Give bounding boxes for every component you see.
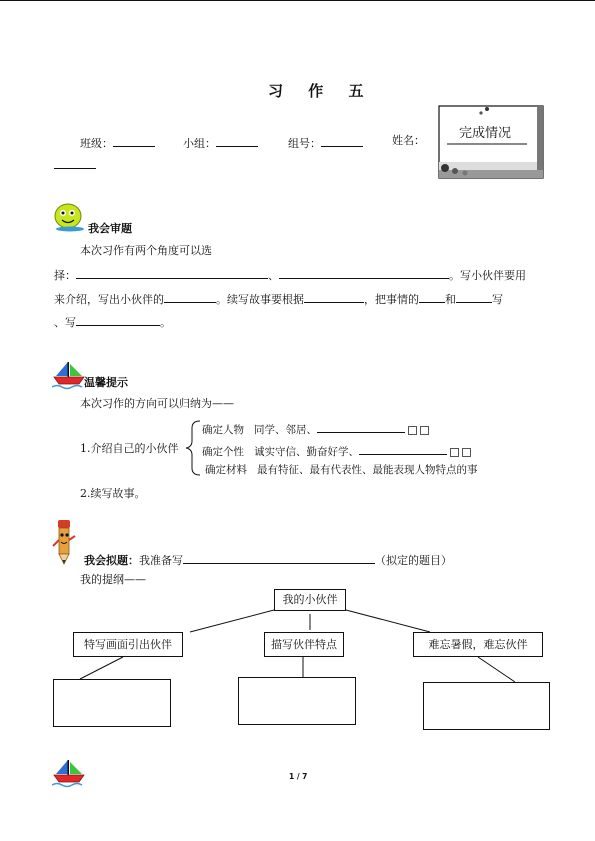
pencil-character-icon xyxy=(50,518,80,568)
event-a-blank[interactable] xyxy=(419,290,445,303)
top-rule xyxy=(0,0,595,1)
outline-node-traits: 描写伙伴特点 xyxy=(264,632,344,657)
title-blank[interactable] xyxy=(183,551,375,564)
number-field[interactable] xyxy=(288,134,363,151)
group-label: 小组： xyxy=(183,137,216,150)
section1-line4: 、写 。 xyxy=(54,313,171,330)
brace-line-3: 确定材料 最有特征、最有代表性、最能表现人物特点的事 xyxy=(205,464,478,476)
outline-node-ending: 难忘暑假，难忘伙伴 xyxy=(413,632,543,657)
number-label: 组号： xyxy=(288,137,321,150)
item2: 2.续写故事。 xyxy=(80,487,146,500)
smiley-icon xyxy=(52,202,88,232)
item1-label: 1.介绍自己的小伙伴 xyxy=(80,442,179,455)
name-blank[interactable] xyxy=(54,168,96,169)
section3-line: 我会拟题：我准备写 （拟定的题目） xyxy=(84,551,452,568)
section1-heading: 我会审题 xyxy=(88,222,132,235)
brace-line-2: 确定个性 诚实守信、勤奋好学、 xyxy=(202,442,471,459)
boat-icon xyxy=(52,360,86,390)
section1-line1: 本次习作有两个角度可以选 xyxy=(80,244,212,257)
outline-root-node: 我的小伙伴 xyxy=(274,589,346,611)
completion-card xyxy=(437,104,547,182)
personality-blank[interactable] xyxy=(359,442,447,455)
answer-box-traits[interactable] xyxy=(238,677,356,725)
page-title: 习 作 五 xyxy=(268,82,374,100)
brace-line-1: 确定人物 同学、邻居、 xyxy=(202,420,429,437)
class-field[interactable] xyxy=(80,134,155,151)
boat-icon xyxy=(52,758,86,788)
placeholder-box-icon xyxy=(462,448,471,457)
completion-card-label: 完成情况 xyxy=(459,126,512,141)
section2-heading: 温馨提示 xyxy=(84,376,128,389)
section1-line2: 择： 、 。写小伙伴要用 xyxy=(54,266,526,283)
placeholder-box-icon xyxy=(450,448,459,457)
page-number: 1 / 7 xyxy=(289,772,308,781)
section1-line3: 来介绍，写出小伙伴的 。续写故事要根据 ，把事情的 和 写 xyxy=(54,290,503,307)
answer-box-ending[interactable] xyxy=(423,682,550,730)
outline-node-opening: 特写画面引出伙伴 xyxy=(73,632,183,657)
basis-blank[interactable] xyxy=(304,290,364,303)
outline-label: 我的提纲—— xyxy=(80,573,146,586)
angle2-blank[interactable] xyxy=(279,266,449,279)
placeholder-box-icon xyxy=(420,426,429,435)
name-label: 姓名： xyxy=(392,134,425,147)
person-blank[interactable] xyxy=(317,420,405,433)
section2-intro: 本次习作的方向可以归纳为—— xyxy=(80,397,234,410)
group-field[interactable] xyxy=(183,134,258,151)
class-label: 班级： xyxy=(80,137,113,150)
write-blank[interactable] xyxy=(76,313,160,326)
event-b-blank[interactable] xyxy=(456,290,492,303)
angle1-blank[interactable] xyxy=(76,266,268,279)
placeholder-box-icon xyxy=(408,426,417,435)
answer-box-opening[interactable] xyxy=(53,679,171,727)
trait-blank[interactable] xyxy=(164,290,216,303)
